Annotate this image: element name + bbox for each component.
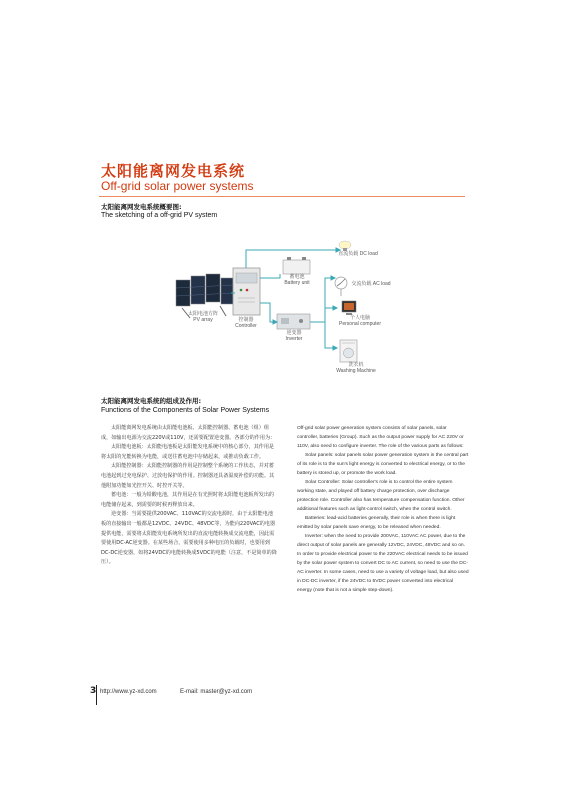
inverter-label-en: Inverter (285, 335, 303, 342)
ac-load-label-cn: 交流负载 (351, 281, 372, 287)
en-paragraph: Solar panels: solar panels solar power generation system in the central part of its role is to the sun's light energy is converted to electrical energy, or to the battery is stored up, or promote the work load. (297, 453, 469, 476)
en-paragraph: Solar Controller: Solar controller's role is to control the entire system working state, and played off battery charge protection, over discharge protection role. Controller also has temperature compensation function. Other additional features such as light-control switch, when the control switch. (297, 480, 465, 512)
body-text-cn (101, 424, 277, 568)
footer-email[interactable]: E-mail: master@yz-xd.com (180, 689, 253, 695)
washer-label-en: Washing Machine (336, 367, 376, 374)
footer-divider (96, 685, 97, 705)
page-title-cn: 太阳能离网发电系统 (101, 162, 246, 180)
en-paragraph: Inverter: when the need to provide 200VAC, 110VAC AC power, due to the direct output of solar panels are generally 12VDC, 24VDC, 48VDC and so on. In order to provide electrical power to the 220VAC electrical needs to be issued by the solar power system to convert DC to AC current, so need to use the DC-AC inverter. In some cases, need to use a variety of voltage load, but also used in DC-DC inverter, if the 24VDC to 5VDC power converted into electrical energy (note that is not a simple step-down). (297, 534, 469, 593)
section2-heading-cn: 太阳能离网发电系统的组成及作用: (101, 397, 202, 405)
cn-paragraph: 逆变器：当需要提供200VAC、110VAC的交流电源时，由于太阳能电池板的直接输出一般都是12VDC、24VDC、48VDC等，为能向220VAC的电器提供电能，需要将太阳能发电系统所发出的直流电能转换成交流电能，因此需要使用DC-AC逆变器。在某些场合，需要使用多种电压的负载时，也要用到DC-DC逆变器，如将24VDC的电能转换成5VDC的电能（注意，不是简单的降压）。 (101, 511, 277, 566)
pc-label-en: Personal computer (339, 320, 381, 327)
washer-label-cn: 洗衣机 (348, 362, 364, 368)
dc-load-label: 直流负载 DC load (338, 251, 378, 257)
pv-array-label-en: PV array (193, 316, 213, 323)
cn-paragraph: 蓄电池：一般为铅酸电池，其作用是在有光照时将太阳能电池板所发出的电能储存起来，到需要的时候再释放出来。 (101, 492, 275, 508)
body-text-en (297, 424, 469, 595)
battery-label-cn: 蓄电池 (289, 274, 305, 280)
controller-label-cn: 控制器 (238, 317, 254, 323)
en-paragraph: Batteries: lead-acid batteries generally, their role is when there is light emitted by solar panels save energy, to be released when needed. (297, 516, 456, 530)
system-diagram (160, 238, 410, 388)
inverter-label (274, 331, 314, 343)
title-divider (99, 196, 465, 197)
en-paragraph: Off-grid solar power generation system consists of solar panels, solar controller, batteries (Group). Such as the output power supply for AC 220V or 110V, also need to configure inverter. The role of the various parts as follows: (297, 426, 464, 449)
personal-computer-icon (342, 301, 356, 315)
section2-heading-en: Functions of the Components of Solar Power Systems (101, 407, 270, 414)
battery-label-en: Battery unit (284, 279, 310, 286)
pc-label (330, 316, 390, 328)
controller-label (226, 318, 266, 330)
page-number: 3 (90, 686, 97, 696)
cn-paragraph: 太阳能离网发电系统由太阳能电池板、太阳能控制器、蓄电池（组）组成，如输出电源为交流220V或110V，还需要配置逆变器。各部分的作用为： (101, 425, 276, 441)
page-title-en: Off-grid solar power systems (101, 179, 254, 193)
cn-paragraph: 太阳能电池板：太阳能电池板是太阳能发电系统中的核心部分，其作用是将太阳的光能转换为电能，或送往蓄电池中存储起来，或推动负载工作。 (101, 444, 275, 460)
ac-load-label (346, 282, 396, 288)
pc-label-cn: 个人电脑 (349, 315, 370, 321)
washer-label (326, 363, 386, 375)
controller-icon (233, 268, 260, 315)
inverter-label-cn: 逆变器 (286, 330, 302, 336)
controller-label-en: Controller (235, 322, 257, 329)
section1-heading-en: The sketching of a off-grid PV system (101, 212, 218, 219)
ac-load-label-en: AC load (372, 281, 391, 287)
dc-load-icon (339, 241, 351, 251)
battery-label (278, 275, 316, 287)
battery-icon (283, 257, 310, 274)
pv-array-label-cn: 太阳电池方阵 (187, 311, 218, 317)
washing-machine-icon (340, 340, 357, 362)
section1-heading-cn: 太阳能离网发电系统概要图: (101, 203, 182, 211)
footer-website[interactable]: http://www.yz-xd.com (100, 689, 157, 695)
cn-paragraph: 太阳能控制器：太阳能控制器的作用是控制整个系统的工作状态，并对蓄电池起到过充电保护、过放电保护的作用。控制器还具备温度补偿的功能。其他附加功能如光控开关、时控开关等。 (101, 463, 275, 489)
inverter-icon (277, 314, 310, 329)
